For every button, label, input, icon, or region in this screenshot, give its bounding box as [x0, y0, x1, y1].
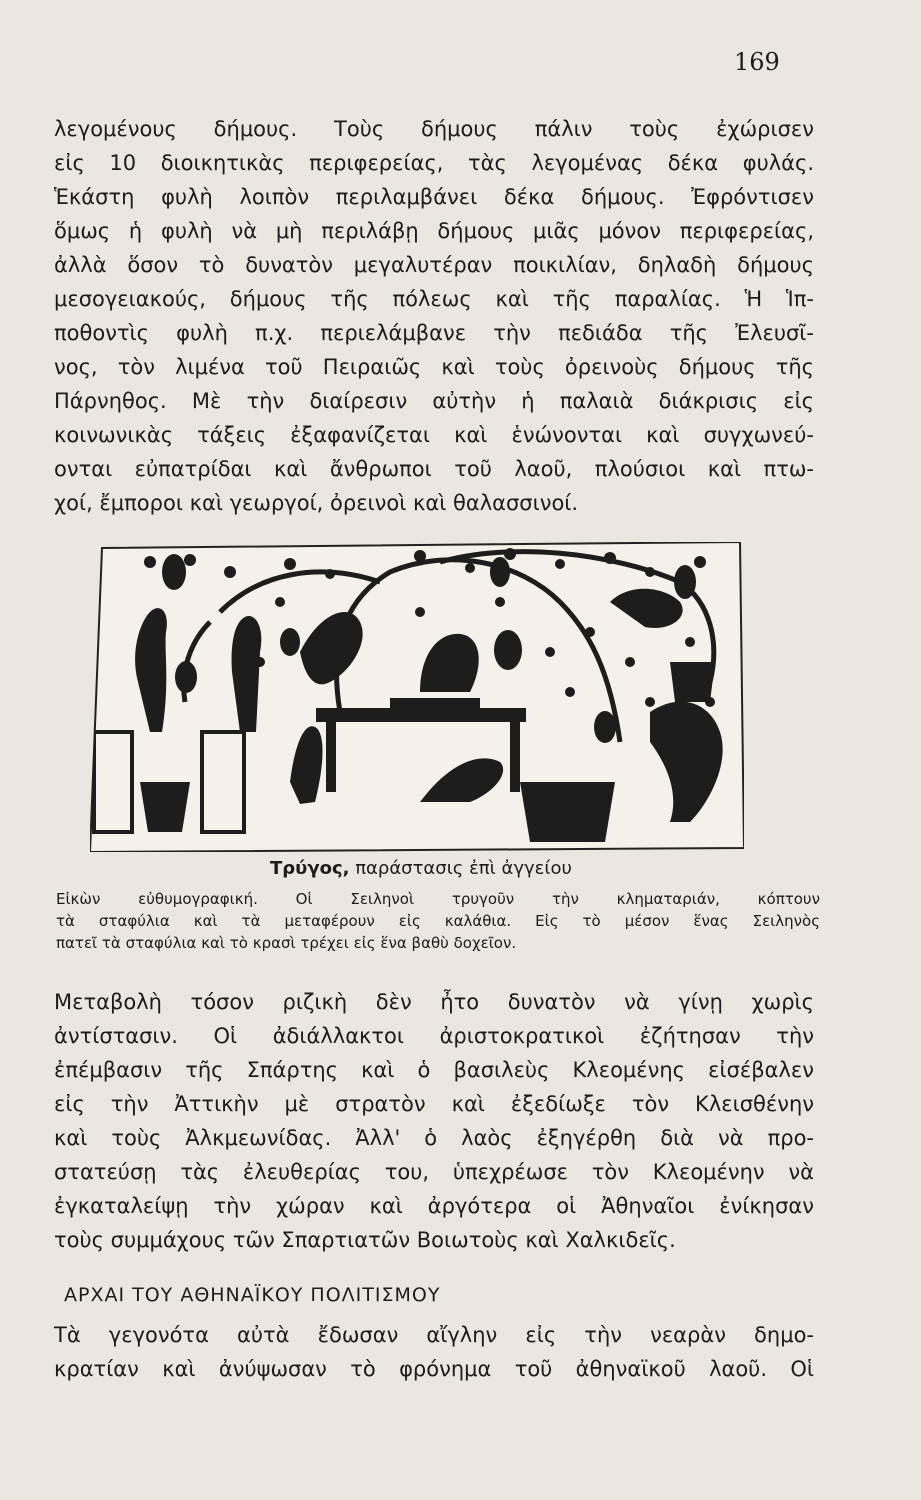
text-line: εἰς τὴν Ἀττικὴν μὲ στρατὸν καὶ ἐξεδίωξε τὸν Κλεισθένην	[54, 1092, 814, 1116]
text-line: ὅμως ἡ φυλὴ νὰ μὴ περιλάβῃ δήμους μιᾶς μόνον περιφερείας,	[54, 219, 814, 243]
text-line: κοινωνικὰς τάξεις ἐξαφανίζεται καὶ ἑνώνονται καὶ συγχωνεύ-	[54, 423, 814, 447]
text-line: τοὺς συμμάχους τῶν Σπαρτιατῶν Βοιωτοὺς καὶ Χαλκιδεῖς.	[54, 1228, 676, 1252]
text-line: χοί, ἔμποροι καὶ γεωργοί, ὀρεινοὶ καὶ θαλασσινοί.	[54, 491, 579, 515]
text-line: Τὰ γεγονότα αὐτὰ ἔδωσαν αἴγλην εἰς τὴν νεαρὰν δημο-	[54, 1323, 814, 1347]
figure-caption	[56, 888, 820, 954]
text-line: Ἑκάστη φυλὴ λοιπὸν περιλαμβάνει δέκα δήμους. Ἐφρόντισεν	[54, 185, 814, 209]
text-line: μεσογειακούς, δήμους τῆς πόλεως καὶ τῆς παραλίας. Ἡ Ἱπ-	[54, 287, 814, 311]
illustration-panel	[90, 542, 744, 852]
caption-line: πατεῖ τὰ σταφύλια καὶ τὸ κρασὶ τρέχει εἰς ἕνα βαθὺ δοχεῖον.	[56, 934, 517, 952]
paragraph-1	[54, 112, 814, 520]
text-line: ἐγκαταλείψῃ τὴν χώραν καὶ ἀργότερα οἱ Ἀθηναῖοι ἐνίκησαν	[54, 1194, 814, 1218]
text-line: ονται εὐπατρίδαι καὶ ἄνθρωποι τοῦ λαοῦ, πλούσιοι καὶ πτω-	[54, 457, 814, 481]
text-line: Πάρνηθος. Μὲ τὴν διαίρεσιν αὐτὴν ἡ παλαιὰ διάκρισις εἰς	[54, 389, 814, 413]
text-line: ἐπέμβασιν τῆς Σπάρτης καὶ ὁ βασιλεὺς Κλεομένης εἰσέβαλεν	[54, 1058, 814, 1082]
figure-title-bold: Τρύγος,	[270, 858, 350, 879]
text-line: ποθοντὶς φυλὴ π.χ. περιελάμβανε τὴν πεδιάδα τῆς Ἐλευσῖ-	[54, 321, 814, 345]
section-heading: ΑΡΧΑΙ ΤΟΥ ΑΘΗΝΑΪΚΟΥ ΠΟΛΙΤΙΣΜΟΥ	[64, 1284, 441, 1306]
paragraph-3	[54, 1318, 814, 1386]
figure-title	[270, 858, 572, 879]
text-line: νος, τὸν λιμένα τοῦ Πειραιῶς καὶ τοὺς ὀρεινοὺς δήμους τῆς	[54, 355, 814, 379]
text-line: εἰς 10 διοικητικὰς περιφερείας, τὰς λεγομένας δέκα φυλάς.	[54, 151, 814, 175]
text-line: Μεταβολὴ τόσον ριζικὴ δὲν ἦτο δυνατὸν νὰ γίνῃ χωρὶς	[54, 990, 814, 1014]
page-number: 169	[734, 48, 780, 76]
caption-line: Εἰκὼν εὐθυμογραφική. Οἱ Σειληνοὶ τρυγοῦν τὴν κληματαριάν, κόπτουν	[56, 890, 820, 908]
text-line: κρατίαν καὶ ἀνύψωσαν τὸ φρόνημα τοῦ ἀθηναϊκοῦ λαοῦ. Οἱ	[54, 1357, 814, 1381]
text-line: λεγομένους δήμους. Τοὺς δήμους πάλιν τοὺς ἐχώρισεν	[54, 117, 814, 141]
caption-line: τὰ σταφύλια καὶ τὰ μεταφέρουν εἰς καλάθια. Εἰς τὸ μέσον ἕνας Σειληνὸς	[56, 912, 820, 930]
text-line: στατεύσῃ τὰς ἐλευθερίας του, ὑπεχρέωσε τὸν Κλεομένην νὰ	[54, 1160, 814, 1184]
text-line: καὶ τοὺς Ἀλκμεωνίδας. Ἀλλ' ὁ λαὸς ἐξηγέρθη διὰ νὰ προ-	[54, 1126, 814, 1150]
text-line: ἀλλὰ ὅσον τὸ δυνατὸν μεγαλυτέραν ποικιλίαν, δηλαδὴ δήμους	[54, 253, 814, 277]
paragraph-2	[54, 985, 814, 1257]
figure-subtitle: παράστασις ἐπὶ ἀγγείου	[355, 858, 572, 879]
text-line: ἀντίστασιν. Οἱ ἀδιάλλακτοι ἀριστοκρατικοὶ ἐζήτησαν τὴν	[54, 1024, 814, 1048]
vase-painting-illustration	[90, 542, 744, 852]
